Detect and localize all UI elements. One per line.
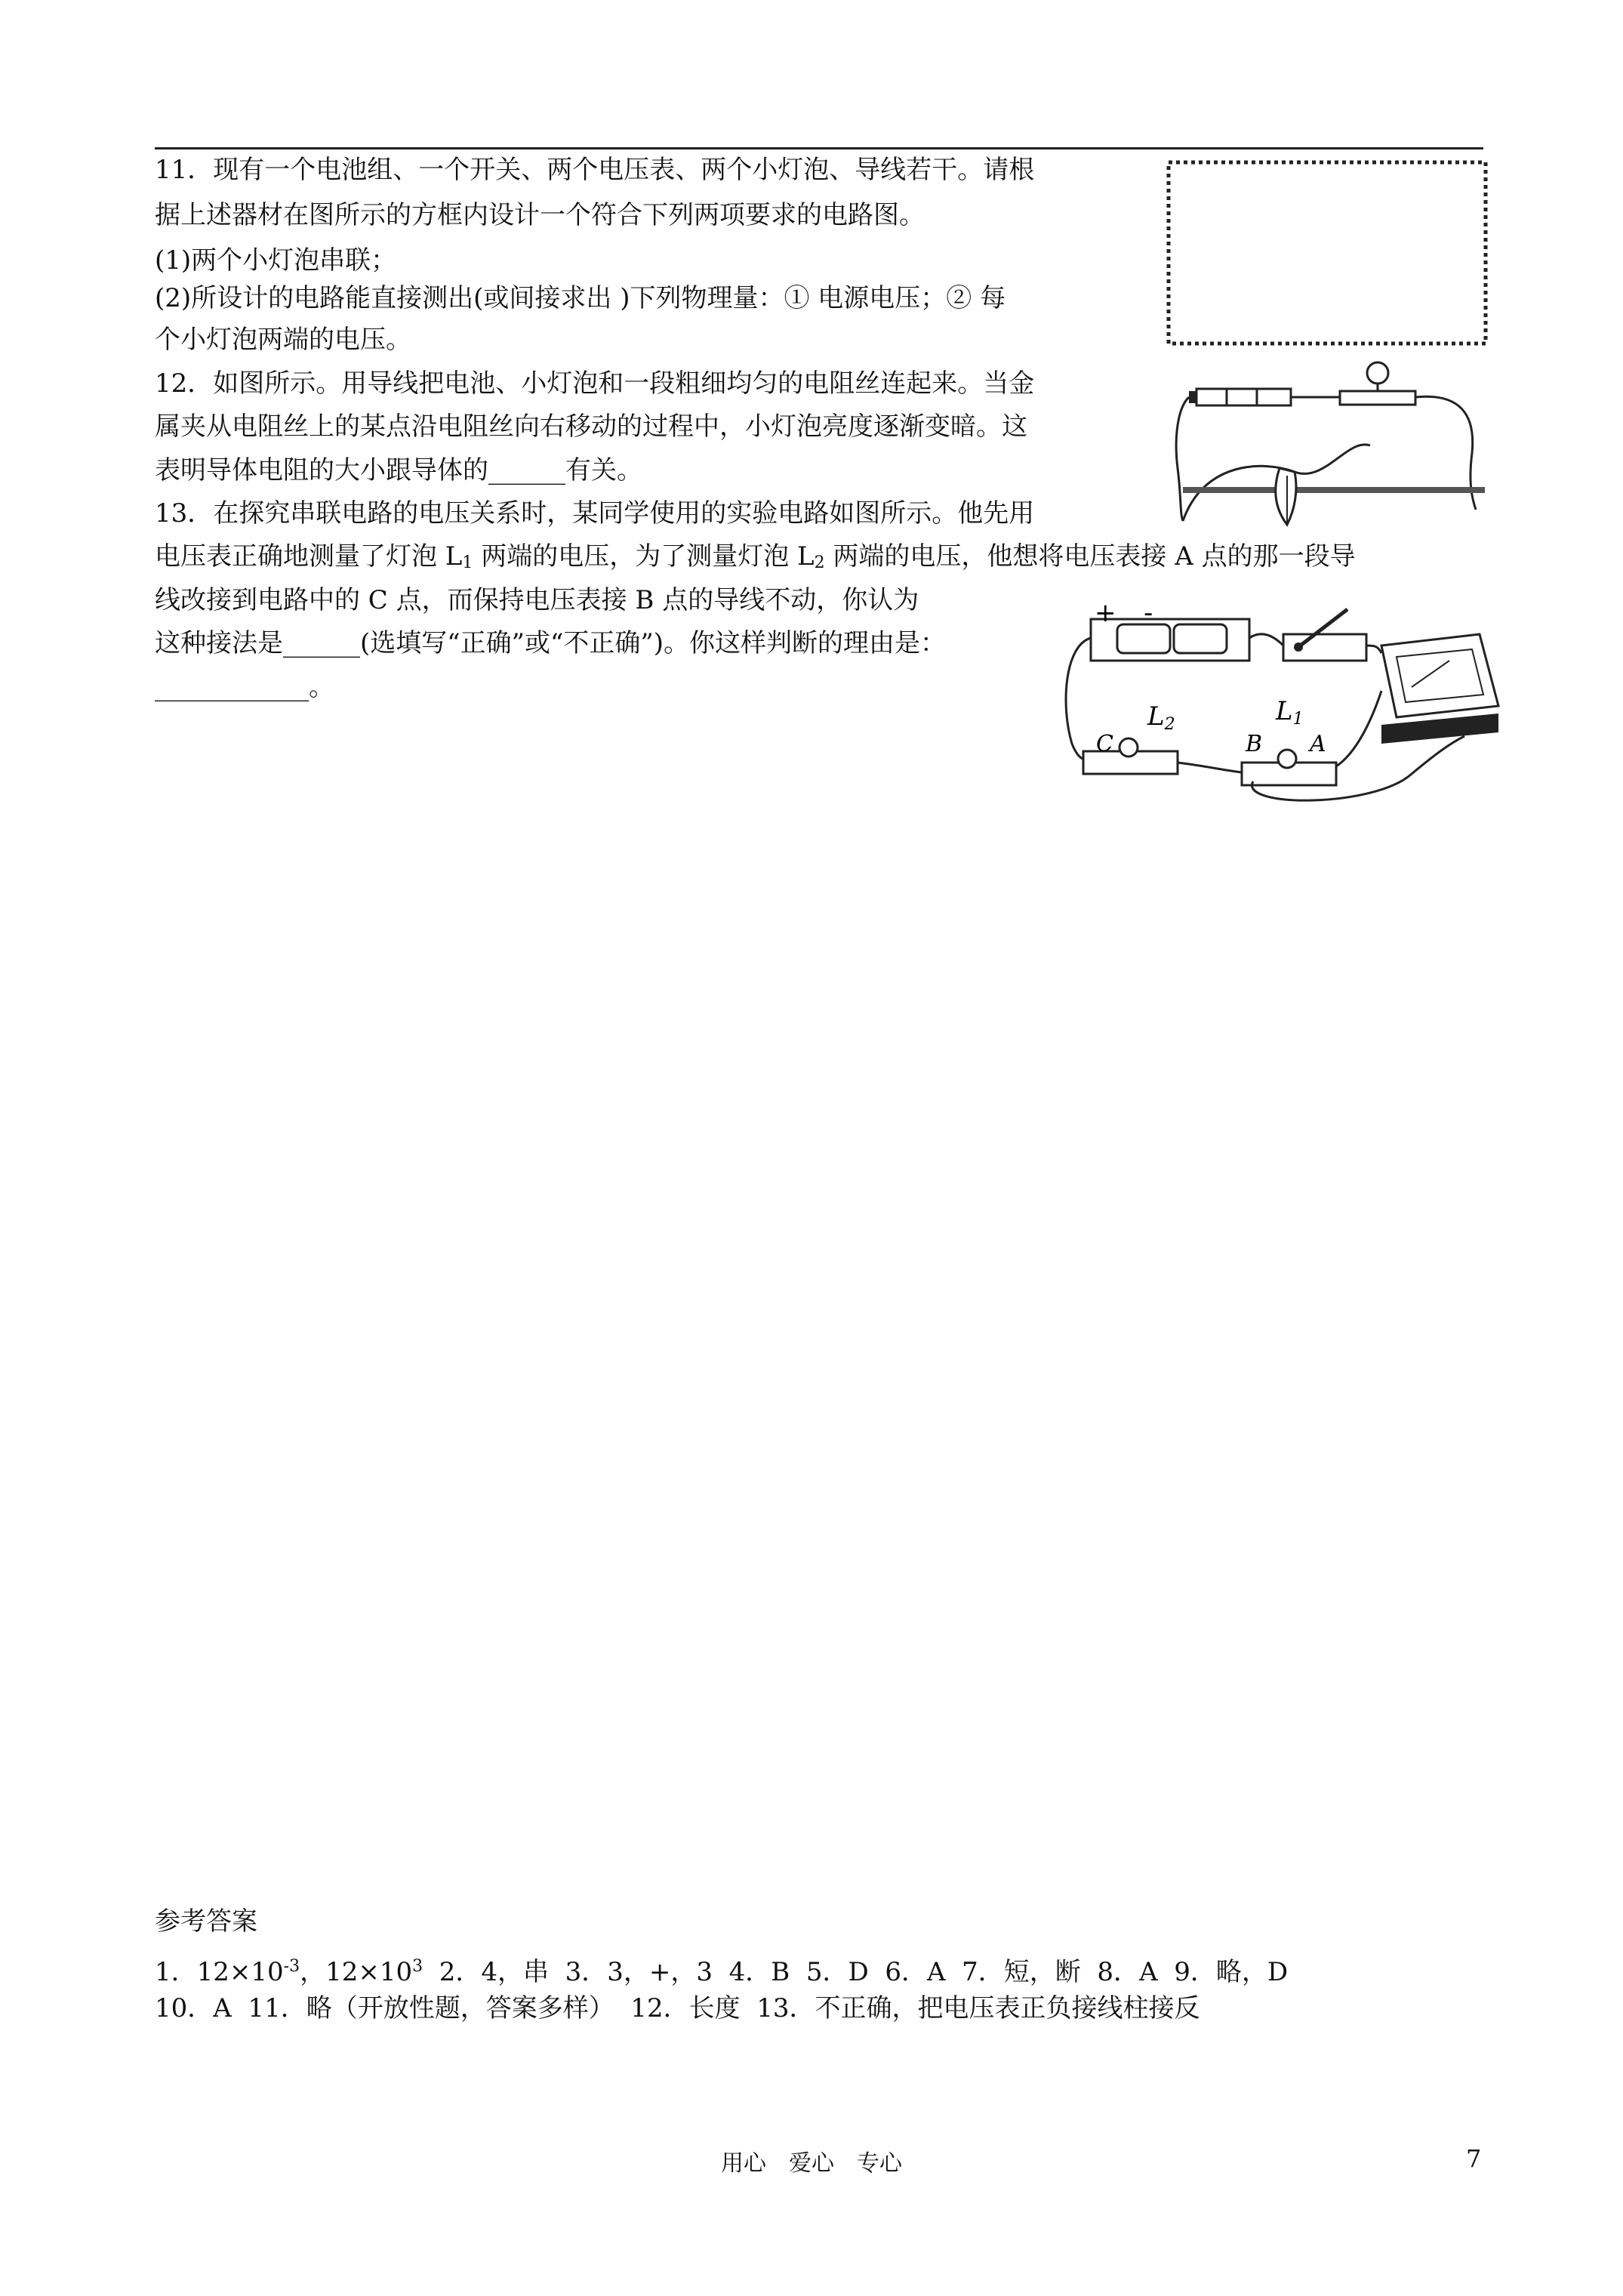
q13-line3: 线改接到电路中的 C 点，而保持电压表接 B 点的导线不动，你认为 xyxy=(155,585,919,615)
lamp-icon xyxy=(1340,362,1415,405)
q13-line2-sub1: 1 xyxy=(462,553,473,572)
q11-line5: 个小灯泡两端的电压。 xyxy=(155,325,411,355)
answers-line1-rest: 2．4，串 3．3，+，3 4．B 5．D 6．A 7．短，断 8．A 9．略，D xyxy=(423,1957,1289,1987)
switch-icon xyxy=(1283,609,1366,661)
point-c-label: C xyxy=(1096,731,1113,757)
footer-motto: 用心 爱心 专心 xyxy=(721,2150,902,2177)
metal-clip-icon xyxy=(1276,468,1296,525)
q12-line3: 表明导体电阻的大小跟导体的______有关。 xyxy=(155,455,642,485)
q13-line1: 13．在探究串联电路的电压关系时，某同学使用的实验电路如图所示。他先用 xyxy=(155,498,1035,529)
q13-line2-sub2: 2 xyxy=(814,553,825,572)
resistance-wire xyxy=(1183,487,1485,493)
lamp-l1-letter: L xyxy=(1276,696,1293,726)
header-rule xyxy=(155,147,1483,149)
answers-line2: 10．A 11．略（开放性题，答案多样） 12．长度 13．不正确，把电压表正负接线柱接反 xyxy=(155,1993,1200,2023)
q13-line2-part-b: 两端的电压，为了测量灯泡 L xyxy=(473,541,815,572)
answers-line1 xyxy=(155,1952,1288,1987)
q13-line2 xyxy=(155,541,1356,578)
q11-line3: (1)两个小灯泡串联； xyxy=(155,245,397,276)
voltmeter-icon xyxy=(1381,634,1498,744)
plus-terminal-label: + xyxy=(1095,600,1116,628)
q12-circuit-figure xyxy=(1174,347,1491,532)
q11-line2: 据上述器材在图所示的方框内设计一个符合下列两项要求的电路图。 xyxy=(155,200,925,230)
minus-terminal-label: - xyxy=(1144,600,1153,628)
lamp-l2-subscript: 2 xyxy=(1164,715,1175,734)
answer1-exp2: 3 xyxy=(412,1957,423,1976)
q11-line1: 11．现有一个电池组、一个开关、两个电压表、两个小灯泡、导线若干。请根 xyxy=(155,155,1035,185)
point-b-label: B xyxy=(1246,731,1263,757)
battery-icon xyxy=(1189,389,1291,405)
lamp-l1-label xyxy=(1275,696,1304,729)
answer1-part-a: 1．12×10 xyxy=(155,1957,284,1987)
answer1-part-b: ，12×10 xyxy=(300,1957,413,1987)
lamp-l1-subscript: 1 xyxy=(1292,710,1304,729)
point-a-label: A xyxy=(1310,731,1326,757)
q12-line2: 属夹从电阻丝上的某点沿电阻丝向右移动的过程中，小灯泡亮度逐渐变暗。这 xyxy=(155,411,1027,442)
q11-line4: (2)所设计的电路能直接测出(或间接求出 )下列物理量：① 电源电压；② 每 xyxy=(155,283,1006,313)
q13-line2-part-a: 电压表正确地测量了灯泡 L xyxy=(155,541,463,572)
q12-line1: 12．如图所示。用导线把电池、小灯泡和一段粗细均匀的电阻丝连起来。当金 xyxy=(155,368,1035,399)
q13-line2-part-c: 两端的电压，他想将电压表接 A 点的那一段导 xyxy=(824,541,1356,572)
answers-heading: 参考答案 xyxy=(155,1906,257,1937)
lamp-l2-letter: L xyxy=(1147,701,1165,732)
q13-line4: 这种接法是______(选填写“正确”或“不正确”)。你这样判断的理由是： xyxy=(155,628,947,658)
q13-line5: ____________。 xyxy=(155,672,334,702)
page-number: 7 xyxy=(1466,2144,1482,2173)
answer1-exp1: -3 xyxy=(283,1957,300,1976)
lamp-l2-label xyxy=(1147,701,1175,734)
q11-design-box xyxy=(1163,155,1495,347)
q13-circuit-figure xyxy=(1057,600,1502,812)
